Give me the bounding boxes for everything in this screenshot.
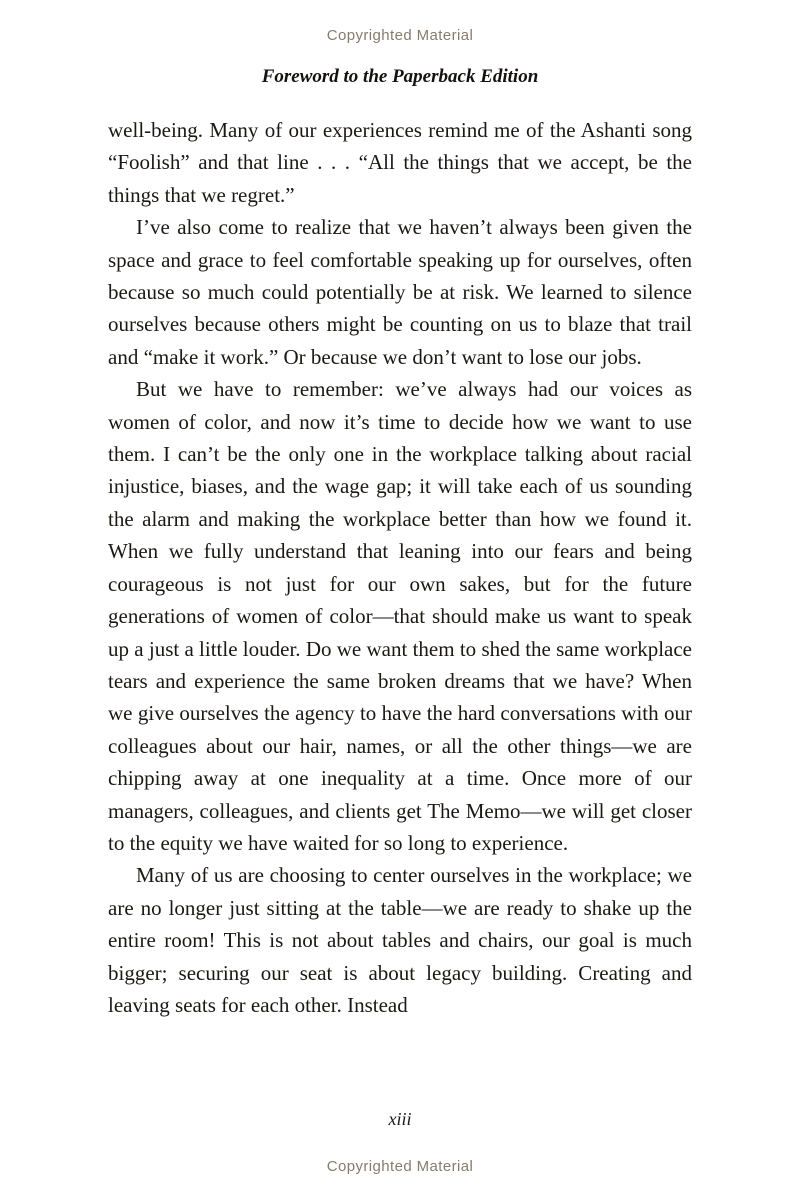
copyright-watermark-bottom: Copyrighted Material [326,1158,474,1175]
paragraph-3: But we have to remember: we’ve always had our voices as women of color, and now it’s time to decide how we want to use them. I can’t be the only one in the workplace talking about racial injustice, biases, and the wage gap; it will take each of us sounding the alarm and making the workplace better than how we found it. When we fully understand that leaning into our fears and being courageous is not just for our own sakes, but for the future generations of women of color—that should make us want to speak up a just a little louder. Do we want them to shed the same workplace tears and experience the same broken dreams that we have? When we give ourselves the agency to have the hard conversations with our colleagues about our hair, names, or all the other things—we are chipping away at one inequality at a time. Once more of our managers, colleagues, and clients get The Memo—we will get closer to the equity we have waited for so long to experience. [108,377,692,855]
paragraph-2: I’ve also come to realize that we haven’t always been given the space and grace to feel comfortable speaking up for ourselves, often because so much could potentially be at risk. We learned to silence ourselves because others might be counting on us to blaze that trail and “make it work.” Or because we don’t want to lose our jobs. [108,215,692,369]
paragraph-4: Many of us are choosing to center ourselves in the workplace; we are no longer just sitting at the table—we are ready to shake up the entire room! This is not about tables and chairs, our goal is much bigger; securing our seat is about legacy building. Creating and leaving seats for each other. Instead [108,863,692,1017]
page-number: xiii [388,1109,412,1129]
foreword-heading: Foreword to the Paperback Edition [261,66,539,87]
body-text [108,114,692,1021]
copyright-watermark-top: Copyrighted Material [326,27,474,44]
paragraph-1: well-being. Many of our experiences remind me of the Ashanti song “Foolish” and that line . . . “All the things that we accept, be the things that we regret.” [108,118,692,207]
